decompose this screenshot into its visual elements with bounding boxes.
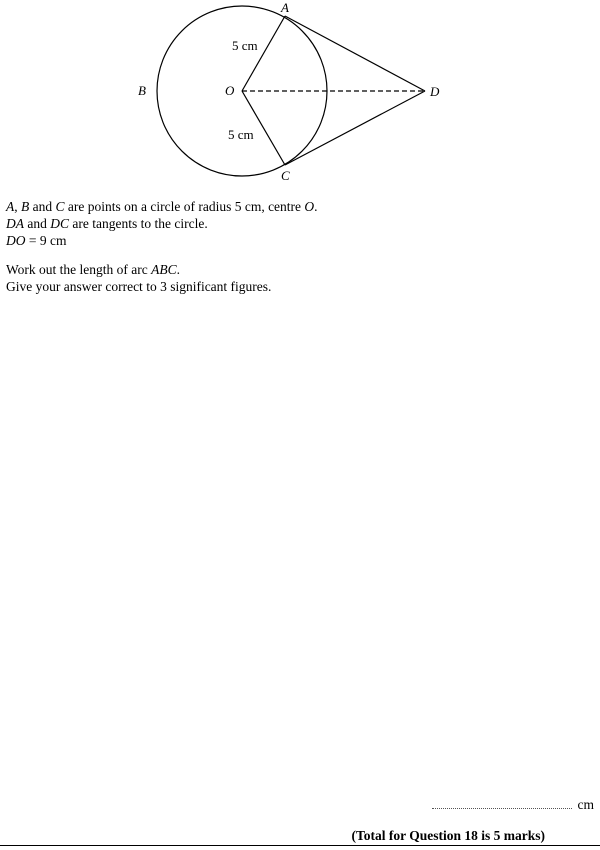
label-C: C bbox=[281, 168, 290, 183]
circle-tangent-diagram bbox=[0, 0, 600, 190]
answer-unit: cm bbox=[577, 797, 594, 812]
label-D: D bbox=[430, 84, 440, 99]
tangent-DA bbox=[285, 16, 425, 91]
label-O: O bbox=[225, 83, 235, 98]
answer-line[interactable] bbox=[432, 797, 595, 813]
point-O: O bbox=[304, 199, 315, 214]
segment-DC: DC bbox=[50, 216, 70, 231]
bottom-divider bbox=[0, 845, 600, 846]
question-line-1: A, B and C are points on a circle of radius 5 cm, centre O. bbox=[6, 199, 318, 214]
question-text bbox=[6, 198, 318, 295]
question-line-4: Work out the length of arc ABC. bbox=[6, 262, 180, 277]
arc-ABC: ABC bbox=[151, 262, 177, 277]
point-C: C bbox=[55, 199, 65, 214]
answer-dotted-line[interactable] bbox=[432, 798, 572, 809]
segment-DO: DO bbox=[6, 233, 26, 248]
label-radius-bottom: 5 cm bbox=[228, 127, 254, 142]
tangent-DC bbox=[285, 91, 425, 165]
question-line-3: DO = 9 cm bbox=[6, 233, 67, 248]
segment-DA: DA bbox=[6, 216, 24, 231]
label-radius-top: 5 cm bbox=[232, 38, 258, 53]
total-marks: (Total for Question 18 is 5 marks) bbox=[351, 828, 545, 843]
point-A: A bbox=[6, 199, 15, 214]
label-B: B bbox=[138, 83, 146, 98]
question-line-2: DA and DC are tangents to the circle. bbox=[6, 216, 208, 231]
question-line-5: Give your answer correct to 3 significant figures. bbox=[6, 279, 272, 294]
point-B: B bbox=[21, 199, 30, 214]
radius-OA bbox=[242, 16, 285, 91]
label-A: A bbox=[281, 0, 289, 15]
